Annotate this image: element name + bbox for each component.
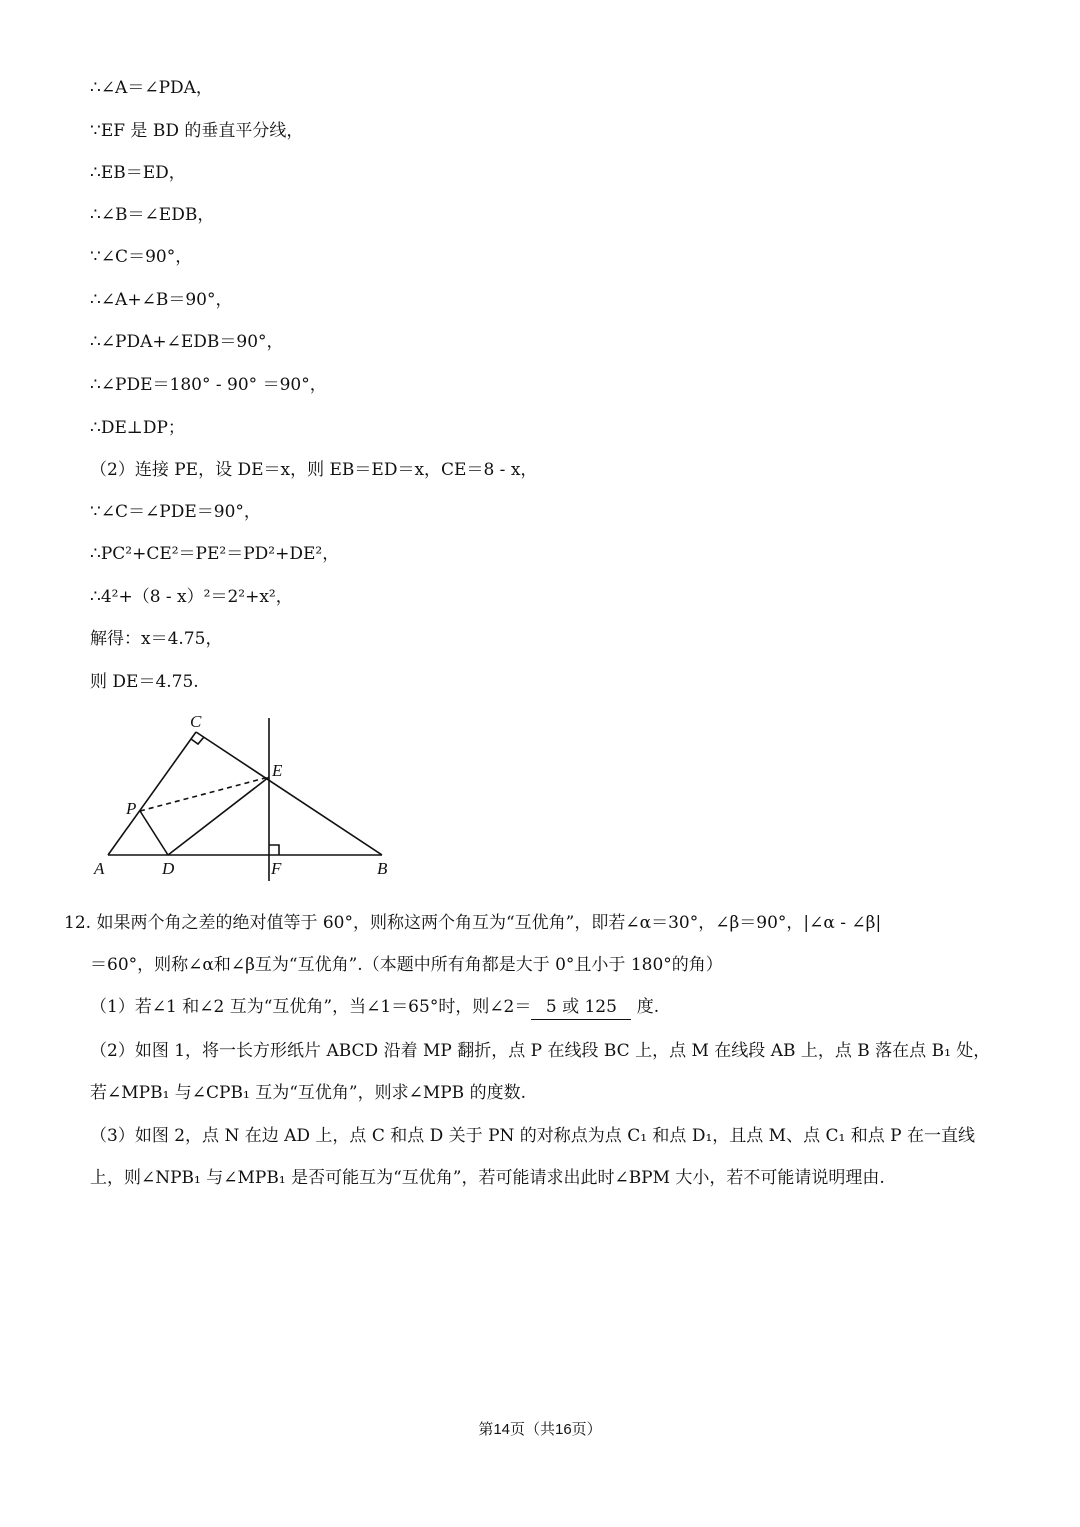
part1-answer: 5 或 125 (531, 995, 631, 1020)
part1-prefix: （1）若∠1 和∠2 互为“互优角”，当∠1＝65°时，则∠2＝ (90, 997, 532, 1017)
label-f: F (271, 859, 282, 878)
geometry-figure (90, 708, 400, 888)
label-c: C (190, 712, 202, 731)
solution-line: ∵∠C＝∠PDE＝90°， (90, 502, 261, 522)
solution-line: ∴∠A+∠B＝90°， (90, 290, 233, 310)
solution-line: 则 DE＝4.75. (90, 672, 199, 692)
part2-line2: 若∠MPB₁ 与∠CPB₁ 互为“互优角”，则求∠MPB 的度数. (90, 1083, 526, 1103)
segment-de (168, 777, 269, 855)
label-p: P (126, 799, 137, 818)
problem-text-line2: ＝60°，则称∠α和∠β互为“互优角”.（本题中所有角都是大于 0°且小于 180°的角） (90, 955, 723, 975)
problem-number: 12. (64, 913, 92, 933)
part3-line2: 上，则∠NPB₁ 与∠MPB₁ 是否可能互为“互优角”，若可能请求出此时∠BPM 大小，若不可能请说明理由. (90, 1168, 885, 1188)
segment-pd (140, 811, 168, 855)
label-e: E (272, 761, 283, 780)
part3-line1: （3）如图 2，点 N 在边 AD 上，点 C 和点 D 关于 PN 的对称点为点 C₁ 和点 D₁，且点 M、点 C₁ 和点 P 在一直线 (90, 1126, 975, 1146)
part1-suffix: 度. (636, 997, 660, 1017)
solution-line: ∴∠PDE＝180° - 90° ＝90°， (90, 375, 327, 395)
solution-line: ∴∠B＝∠EDB， (90, 205, 215, 225)
right-angle-mark-c (191, 737, 204, 744)
right-angle-mark-f (269, 845, 279, 855)
solution-line: ∴DE⊥DP； (90, 418, 185, 438)
solution-line: ∵EF 是 BD 的垂直平分线， (90, 121, 304, 141)
solution-line: ∵∠C＝90°， (90, 247, 193, 267)
part2-line1: （2）如图 1，将一长方形纸片 ABCD 沿着 MP 翻折，点 P 在线段 BC 上，点 M 在线段 AB 上，点 B 落在点 B₁ 处， (90, 1041, 991, 1061)
label-d: D (162, 859, 175, 878)
solution-line: ∴EB＝ED， (90, 163, 186, 183)
solution-line: ∴∠A＝∠PDA， (90, 78, 213, 98)
segment-ac (108, 732, 196, 855)
problem-text-line1: 如果两个角之差的绝对值等于 60°，则称这两个角互为“互优角”，即若∠α＝30°，∠β＝90°，|∠α - ∠β| (96, 913, 882, 933)
solution-line: 解得：x＝4.75， (90, 629, 223, 649)
label-a: A (94, 859, 105, 878)
solution-line: ∴4²+（8 - x）²＝2²+x²， (90, 587, 293, 607)
solution-line: ∴∠PDA+∠EDB＝90°， (90, 332, 284, 352)
solution-line: （2）连接 PE，设 DE＝x，则 EB＝ED＝x，CE＝8 - x， (90, 460, 538, 480)
label-b: B (377, 859, 388, 878)
solution-line: ∴PC²+CE²＝PE²＝PD²+DE²， (90, 544, 340, 564)
page-footer: 第14页（共16页） (478, 1421, 602, 1438)
part1 (90, 995, 659, 1020)
segment-cb (196, 732, 382, 855)
